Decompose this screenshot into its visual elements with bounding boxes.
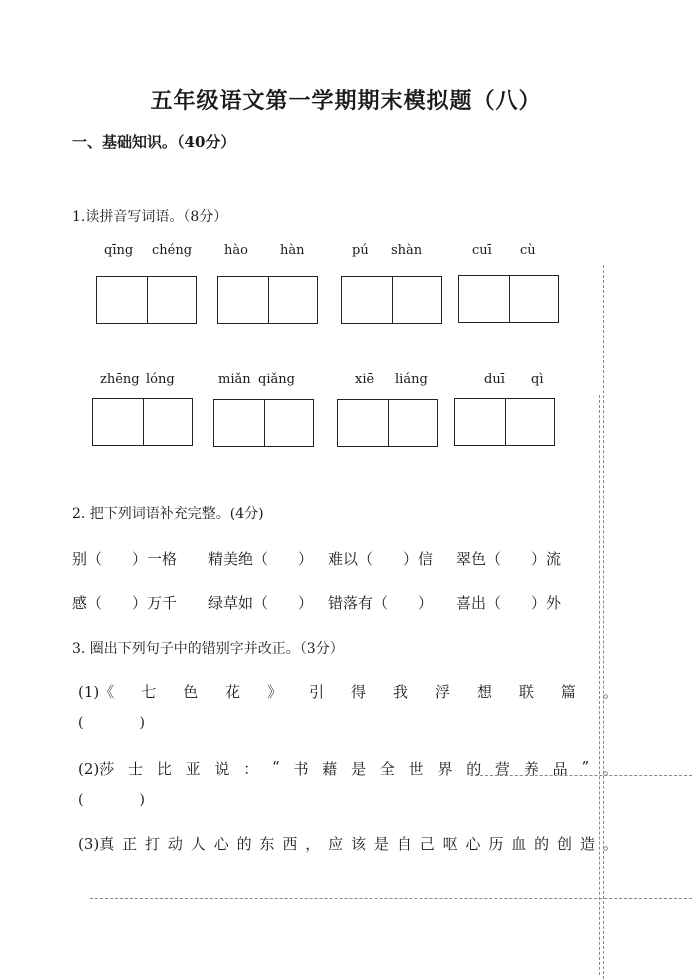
pinyin: hàn [280, 243, 305, 258]
pinyin: qiǎng [258, 372, 295, 387]
pinyin: cuī [472, 243, 492, 258]
writing-box-pair[interactable] [217, 276, 318, 324]
sentence-char: 引 [309, 683, 325, 701]
sentence-char: 营 [495, 760, 511, 778]
sentence-char: 心 [213, 835, 229, 853]
sentence-char: “ [272, 758, 280, 776]
sentence-char: (2)莎 [78, 760, 115, 778]
cut-line-horizontal [90, 898, 692, 899]
sentence-char: 是 [351, 760, 367, 778]
answer-blank-2[interactable]: ( ) [78, 792, 145, 808]
sentence-char: 己 [419, 835, 435, 853]
sentence-char: 东 [259, 835, 275, 853]
sentence-char: 我 [393, 683, 409, 701]
sentence-char: 花 [225, 683, 241, 701]
sentence-char: 历 [488, 835, 504, 853]
sentence-char: 动 [167, 835, 183, 853]
sentence-char: 书 [293, 760, 309, 778]
sentence-char: ” [581, 758, 590, 776]
sentence-char: 正 [122, 835, 138, 853]
sentence-char: 亚 [185, 760, 201, 778]
sentence-char: 心 [465, 835, 481, 853]
sentence-char: 。 [602, 683, 618, 701]
cut-line-horizontal [470, 775, 692, 776]
sentence-char: 呕 [442, 835, 458, 853]
sentence-char: 》 [267, 683, 283, 701]
sentence-char: 的 [236, 835, 252, 853]
writing-box-pair[interactable] [96, 276, 197, 324]
sentence-char: 。 [602, 835, 618, 853]
sentence-char: 的 [466, 760, 482, 778]
sentence-char: (3)真 [78, 835, 115, 853]
sentence-char: 创 [557, 835, 573, 853]
writing-box-pair[interactable] [458, 275, 559, 323]
fill-blank-item[interactable]: 难以（ ）信 [328, 550, 434, 568]
pinyin: qīng [104, 243, 134, 258]
sentence-1 [78, 681, 618, 702]
sentence-char: 养 [523, 760, 539, 778]
question-2-heading: 2. 把下列词语补充完整。(4分) [72, 506, 264, 522]
writing-box-pair[interactable] [337, 399, 438, 447]
sentence-char: 的 [534, 835, 550, 853]
sentence-char: 人 [190, 835, 206, 853]
question-3-heading: 3. 圈出下列句子中的错别字并改正。（3分） [72, 641, 344, 657]
pinyin: zhēng [100, 372, 140, 387]
writing-box-pair[interactable] [213, 399, 314, 447]
sentence-char: 血 [511, 835, 527, 853]
pinyin: hào [224, 243, 248, 258]
page-title: 五年级语文第一学期期末模拟题（八） [150, 88, 542, 114]
sentence-char: 西 [282, 835, 298, 853]
sentence-char: 世 [408, 760, 424, 778]
sentence-char: 藉 [322, 760, 338, 778]
fill-blank-item[interactable]: 感（ ）万千 [72, 594, 178, 612]
fill-blank-item[interactable]: 精美绝（ ） [208, 550, 314, 568]
pinyin: qì [531, 372, 544, 387]
pinyin: duī [484, 372, 505, 387]
sentence-char: 。 [602, 760, 618, 778]
sentence-char: 得 [351, 683, 367, 701]
cut-line-vertical [599, 395, 600, 975]
sentence-char: 七 [141, 683, 157, 701]
pinyin: cù [520, 243, 536, 258]
sentence-char: 说 [214, 760, 230, 778]
sentence-char: 浮 [434, 683, 450, 701]
fill-blank-item[interactable]: 喜出（ ）外 [456, 594, 562, 612]
sentence-char: 打 [145, 835, 161, 853]
sentence-char: 篇 [560, 683, 576, 701]
sentence-char: 想 [476, 683, 492, 701]
writing-box-pair[interactable] [341, 276, 442, 324]
pinyin: xiē [355, 372, 375, 387]
sentence-char: 士 [128, 760, 144, 778]
sentence-char: 比 [156, 760, 172, 778]
pinyin: shàn [391, 243, 423, 258]
sentence-char: 色 [183, 683, 199, 701]
fill-blank-item[interactable]: 翠色（ ）流 [456, 550, 562, 568]
fill-blank-item[interactable]: 绿草如（ ） [208, 594, 314, 612]
writing-box-pair[interactable] [92, 398, 193, 446]
answer-blank-1[interactable]: ( ) [78, 715, 145, 731]
pinyin: pú [352, 243, 369, 258]
fill-blank-item[interactable]: 别（ ）一格 [72, 550, 178, 568]
section-heading-basics: 一、基础知识。（40分） [72, 133, 236, 151]
sentence-char: ， [305, 835, 321, 853]
question-1-heading: 1.读拼音写词语。（8分） [72, 209, 228, 225]
sentence-char: 自 [396, 835, 412, 853]
sentence-char: 界 [437, 760, 453, 778]
sentence-char: 品 [552, 760, 568, 778]
sentence-char: 该 [351, 835, 367, 853]
pinyin: lóng [146, 372, 175, 387]
sentence-char: 全 [379, 760, 395, 778]
sentence-char: 是 [373, 835, 389, 853]
sentence-char: ： [243, 760, 259, 778]
fill-blank-item[interactable]: 错落有（ ） [328, 594, 434, 612]
pinyin: liáng [395, 372, 428, 387]
pinyin: chéng [152, 243, 193, 258]
sentence-3 [78, 833, 618, 854]
sentence-char: (1)《 [78, 683, 115, 701]
writing-box-pair[interactable] [454, 398, 555, 446]
sentence-char: 联 [518, 683, 534, 701]
cut-line-vertical [603, 265, 604, 979]
sentence-char: 应 [328, 835, 344, 853]
sentence-char: 造 [579, 835, 595, 853]
pinyin: miǎn [218, 372, 251, 387]
